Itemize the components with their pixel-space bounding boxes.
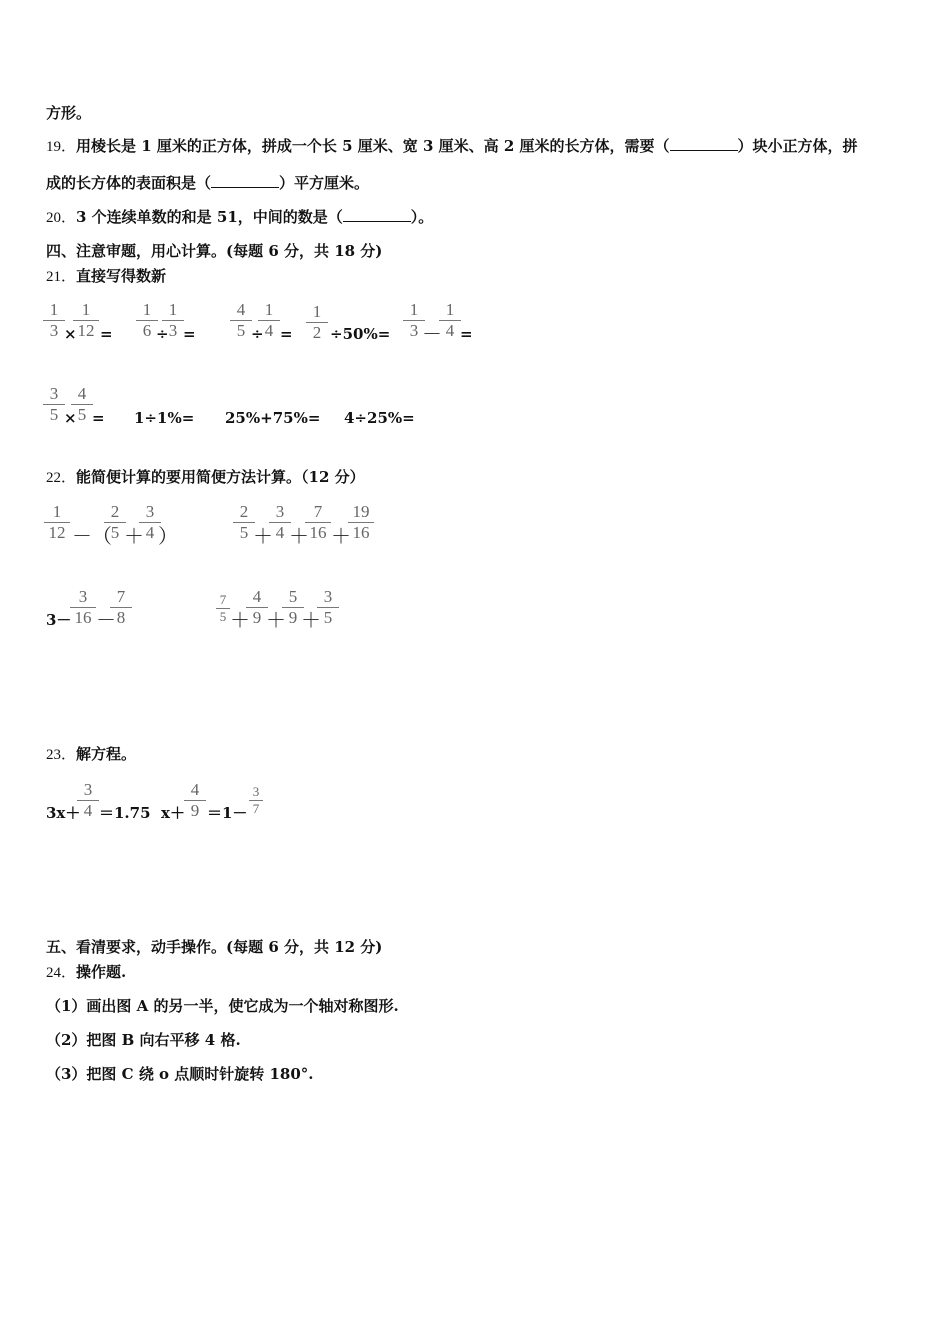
- fraction-denominator: 7: [252, 801, 260, 816]
- fraction-numerator: 1: [43, 300, 65, 321]
- q20-number: 20．: [46, 210, 77, 226]
- fraction-numerator: 3: [269, 502, 291, 523]
- fraction-numerator: 3: [77, 780, 99, 801]
- section-4-heading: 四、注意审题，用心计算。(每题 6 分，共 18 分): [46, 242, 383, 260]
- operator: ＋: [301, 608, 321, 632]
- fraction-denominator: 4: [264, 321, 274, 340]
- q19-text-a: 用棱长是 1 厘米的正方体，拼成一个长 5 厘米、宽 3 厘米、高 2 厘米的长方体，需要（: [76, 137, 670, 155]
- fraction-denominator: 5: [110, 523, 120, 542]
- operator: －（: [72, 524, 112, 548]
- fraction-numerator: 1: [306, 302, 328, 323]
- operator: ＋: [331, 524, 351, 548]
- q24-item-1: （1）画出图 A 的另一半，使它成为一个轴对称图形.: [46, 997, 399, 1015]
- equals: =: [280, 325, 293, 343]
- equals: =: [460, 325, 473, 343]
- q20-answer-blank[interactable]: [343, 209, 411, 222]
- q18-tail: 方形。: [46, 104, 92, 122]
- fraction-numerator: 4: [230, 300, 252, 321]
- fraction-denominator: 5: [236, 321, 246, 340]
- fraction-denominator: 8: [116, 608, 126, 627]
- question-22-title: [46, 468, 365, 487]
- q19-answer-blank-1[interactable]: [670, 138, 738, 151]
- fraction-denominator: 9: [190, 801, 200, 820]
- equation-tail: ＝1.75: [99, 804, 151, 822]
- fraction-numerator: 3: [43, 384, 65, 405]
- fraction-numerator: 1: [258, 300, 280, 321]
- fraction-denominator: 3: [168, 321, 178, 340]
- q19-text-c: 成的长方体的表面积是（: [46, 174, 212, 192]
- fraction-numerator: 1: [73, 300, 99, 321]
- equation-mid: ＝1－: [207, 804, 248, 822]
- fraction-numerator: 3: [139, 502, 161, 523]
- expression-tail: ÷50%=: [330, 325, 391, 343]
- operator: ＋: [124, 524, 144, 548]
- q22-text: 能简便计算的要用简便方法计算。（12 分）: [76, 468, 365, 486]
- fraction-denominator: 5: [239, 523, 249, 542]
- q19-number: 19．: [46, 139, 77, 155]
- fraction-denominator: 4: [145, 523, 155, 542]
- q20-text-a: 3 个连续单数的和是 51，中间的数是（: [76, 208, 343, 226]
- operator: ÷: [251, 325, 264, 343]
- fraction-numerator: 4: [184, 780, 206, 801]
- fraction-numerator: 2: [104, 502, 126, 523]
- fraction-numerator: 7: [110, 587, 132, 608]
- q19-text-d: ）平方厘米。: [279, 174, 370, 192]
- equals: =: [92, 409, 105, 427]
- fraction-denominator: 16: [309, 523, 327, 542]
- close-paren: ）: [158, 524, 178, 548]
- fraction-numerator: 1: [44, 502, 70, 523]
- fraction-numerator: 1: [403, 300, 425, 321]
- fraction-denominator: 2: [312, 323, 322, 342]
- q21-expr-9: 4÷25%=: [344, 409, 415, 427]
- fraction-denominator: 4: [275, 523, 285, 542]
- q24-item-3: （3）把图 C 绕 o 点顺时针旋转 180°.: [46, 1065, 314, 1083]
- q22-number: 22．: [46, 470, 77, 486]
- question-20: [46, 208, 433, 227]
- operator: ×: [64, 325, 77, 343]
- fraction-denominator: 4: [83, 801, 93, 820]
- fraction-denominator: 12: [48, 523, 66, 542]
- fraction-numerator: 1: [136, 300, 158, 321]
- q21-expr-7: 1÷1%=: [134, 409, 195, 427]
- question-19-line1: [46, 137, 858, 156]
- fraction-denominator: 9: [252, 608, 262, 627]
- question-24-title: [46, 963, 126, 982]
- fraction-denominator: 16: [74, 608, 92, 627]
- fraction-denominator: 5: [49, 405, 59, 424]
- fraction-denominator: 9: [288, 608, 298, 627]
- fraction-numerator: 3: [249, 784, 263, 801]
- q24-number: 24．: [46, 965, 77, 981]
- fraction-numerator: 4: [71, 384, 93, 405]
- fraction-numerator: 19: [348, 502, 374, 523]
- operator: ÷: [156, 325, 169, 343]
- fraction-denominator: 3: [409, 321, 419, 340]
- q21-text: 直接写得数新: [76, 267, 167, 285]
- q23-text: 解方程。: [76, 745, 137, 763]
- fraction-numerator: 7: [216, 592, 230, 609]
- question-23-title: [46, 745, 136, 764]
- fraction-denominator: 16: [352, 523, 370, 542]
- fraction-numerator: 2: [233, 502, 255, 523]
- fraction-denominator: 5: [323, 608, 333, 627]
- operator: ＋: [253, 524, 273, 548]
- fraction-numerator: 4: [246, 587, 268, 608]
- equation-lead: 3x＋: [46, 804, 81, 822]
- q21-expr-8: 25%+75%=: [225, 409, 321, 427]
- operator: ＋: [266, 608, 286, 632]
- equals: =: [183, 325, 196, 343]
- operator: －: [96, 608, 116, 632]
- q23-number: 23．: [46, 747, 77, 763]
- equation-lead: x＋: [161, 804, 185, 822]
- fraction-denominator: 6: [142, 321, 152, 340]
- q19-answer-blank-2[interactable]: [211, 175, 279, 188]
- fraction-denominator: 12: [77, 321, 95, 340]
- fraction-numerator: 1: [439, 300, 461, 321]
- question-19-line2: [46, 174, 369, 192]
- operator: ＋: [289, 524, 309, 548]
- fraction-numerator: 3: [70, 587, 96, 608]
- operator: －: [422, 322, 442, 346]
- fraction-numerator: 1: [162, 300, 184, 321]
- q24-text: 操作题.: [76, 963, 127, 981]
- fraction-denominator: 5: [77, 405, 87, 424]
- operator: ＋: [230, 608, 250, 632]
- expression-lead: 3－: [46, 611, 72, 629]
- fraction-numerator: 7: [305, 502, 331, 523]
- section-5-heading: 五、看清要求，动手操作。(每题 6 分，共 12 分): [46, 938, 383, 956]
- q21-number: 21．: [46, 269, 77, 285]
- question-21-title: [46, 267, 166, 286]
- fraction-numerator: 5: [282, 587, 304, 608]
- q24-item-2: （2）把图 B 向右平移 4 格.: [46, 1031, 241, 1049]
- fraction-denominator: 5: [219, 609, 227, 624]
- equals: =: [100, 325, 113, 343]
- fraction-denominator: 4: [445, 321, 455, 340]
- q19-text-b: ）块小正方体，拼: [737, 137, 858, 155]
- fraction-numerator: 3: [317, 587, 339, 608]
- operator: ×: [64, 409, 77, 427]
- q20-text-b: ）。: [410, 208, 434, 226]
- fraction-denominator: 3: [49, 321, 59, 340]
